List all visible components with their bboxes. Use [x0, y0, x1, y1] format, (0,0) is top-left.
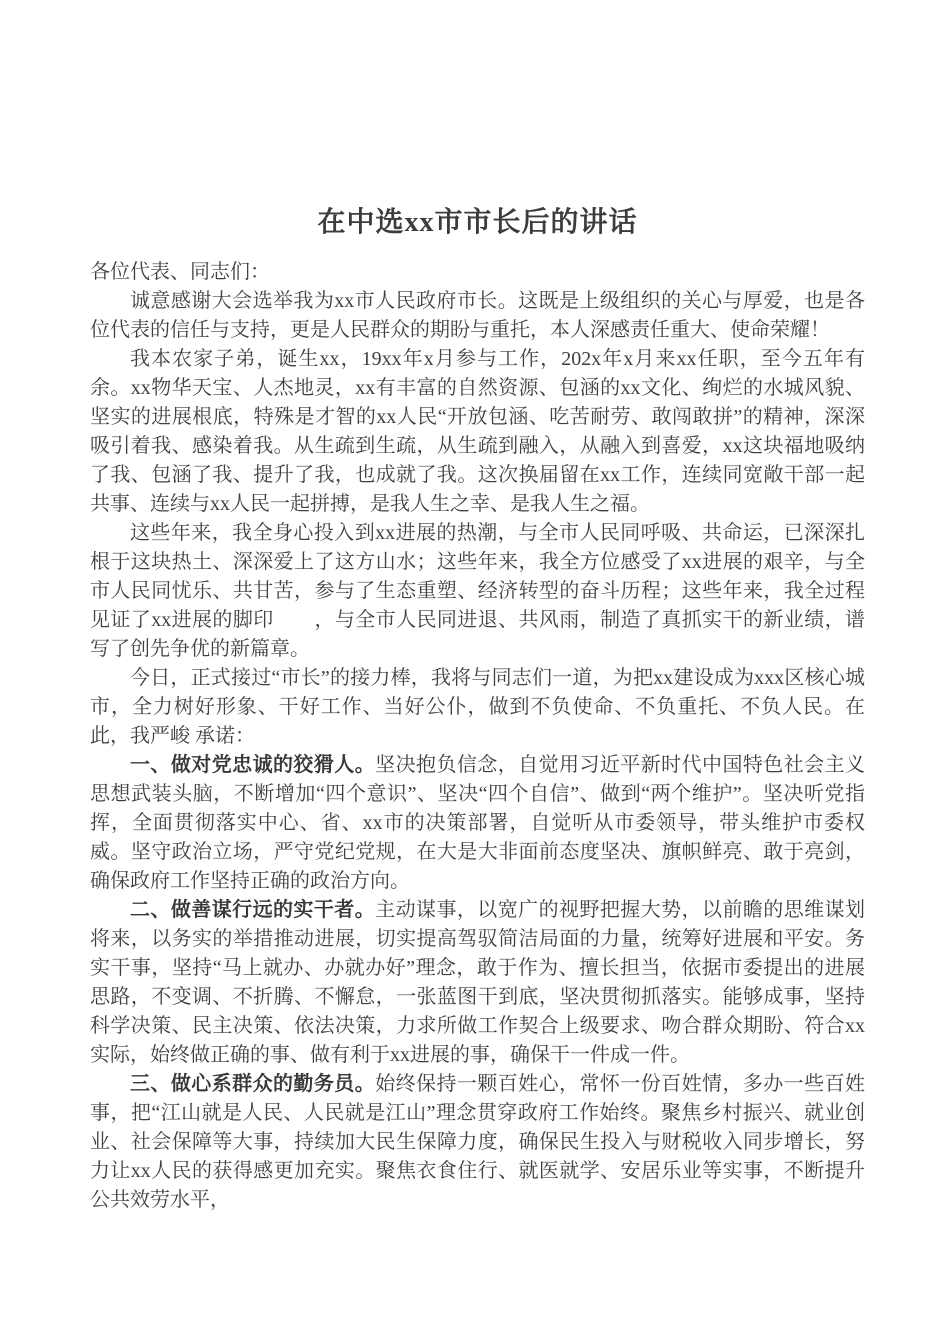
document-title: 在中选xx市市长后的讲话 — [317, 207, 638, 238]
section-1-heading: 一、做对党忠诚的狡猾人。 — [130, 754, 376, 776]
paragraph-background — [90, 345, 865, 519]
paragraph-text: 坚决抱负信念，自觉用习近平新时代中国特色社会主义思想武装头脑，不断增加“四个意识”、坚决“四个自信”、做到“两个维护”。坚决听党指挥，全面贯彻落实中心、省、xx市的决策部署，自觉听从市委领导，带头维护市委权威。坚守政治立场，严守党纪党规，在大是大非面前态度坚决、旗帜鲜亮、敢于亮剑，确保政府工作坚持正确的政治方向。 — [90, 754, 866, 892]
document-body — [90, 258, 865, 1215]
paragraph-pledge-intro — [90, 664, 865, 751]
paragraph-section-3 — [90, 1070, 865, 1215]
paragraph-section-2 — [90, 896, 865, 1070]
paragraph-text: 这些年来，我全身心投入到xx进展的热潮，与全市人民同呼吸、共命运，已深深扎根于这块热土、深深爱上了这方山水；这些年来，我全方位感受了xx进展的艰辛，与全市人民同忧乐、共甘苦，参与了生态重塑、经济转型的奋斗历程；这些年来，我全过程见证了xx进展的脚印 ，与全市人民同进退、共风雨，制造了真抓实干的新业绩，谱写了创先争优的新篇章。 — [90, 522, 865, 660]
paragraph-text: 始终保持一颗百姓心，常怀一份百姓情，多办一些百姓事，把“江山就是人民、人民就是江山”理念贯穿政府工作始终。聚焦乡村振兴、就业创业、社会保障等大事，持续加大民生保障力度，确保民生投入与财税收入同步增长，努力让xx人民的获得感更加充实。聚焦衣食住行、就医就学、安居乐业等实事，不断提升公共效劳水平， — [90, 1073, 866, 1211]
paragraph-text: 我本农家子弟，诞生xx，19xx年x月参与工作，202x年x月来xx任职，至今五年有余。xx物华天宝、人杰地灵，xx有丰富的自然资源、包涵的xx文化、绚烂的水城风貌、坚实的进展根底，特殊是才智的xx人民“开放包涵、吃苦耐劳、敢闯敢拼”的精神，深深吸引着我、感染着我。从生疏到生疏，从生疏到融入，从融入到喜爱，xx这块福地吸纳了我、包涵了我、提升了我，也成就了我。这次换届留在xx工作，连续同宽敞干部一起共事、连续与xx人民一起拼搏，是我人生之幸、是我人生之福。 — [90, 348, 865, 515]
paragraph-text: 主动谋事，以宽广的视野把握大势，以前瞻的思维谋划将来，以务实的举措推动进展，切实提高驾驭简洁局面的力量，统筹好进展和平安。务实干事，坚持“马上就办、办就办好”理念，敢于作为、擅长担当，依据市委提出的进展思路，不变调、不折腾、不懈怠，一张蓝图干到底，坚决贯彻抓落实。能够成事，坚持科学决策、民主决策、依法决策，力求所做工作契合上级要求、吻合群众期盼、符合xx实际，始终做正确的事、做有利于xx进展的事，确保干一件成一件。 — [90, 899, 866, 1066]
greeting-line: 各位代表、同志们： — [90, 261, 270, 283]
paragraph-recent-years — [90, 519, 865, 664]
paragraph-text: 今日，正式接过“市长”的接力棒，我将与同志们一道，为把xx建设成为xxx区核心城市，全力树好形象、干好工作、当好公仆，做到不负使命、不负重托、不负人民。在此，我严峻 承诺： — [90, 667, 865, 747]
section-2-heading: 二、做善谋行远的实干者。 — [130, 899, 376, 921]
paragraph-thanks — [90, 287, 865, 345]
paragraph-text: 诚意感谢大会选举我为xx市人民政府市长。这既是上级组织的关心与厚爱，也是各位代表的信任与支持，更是人民群众的期盼与重托，本人深感责任重大、使命荣耀！ — [90, 290, 865, 341]
section-3-heading: 三、做心系群众的勤务员。 — [130, 1073, 376, 1095]
paragraph-section-1 — [90, 751, 865, 896]
